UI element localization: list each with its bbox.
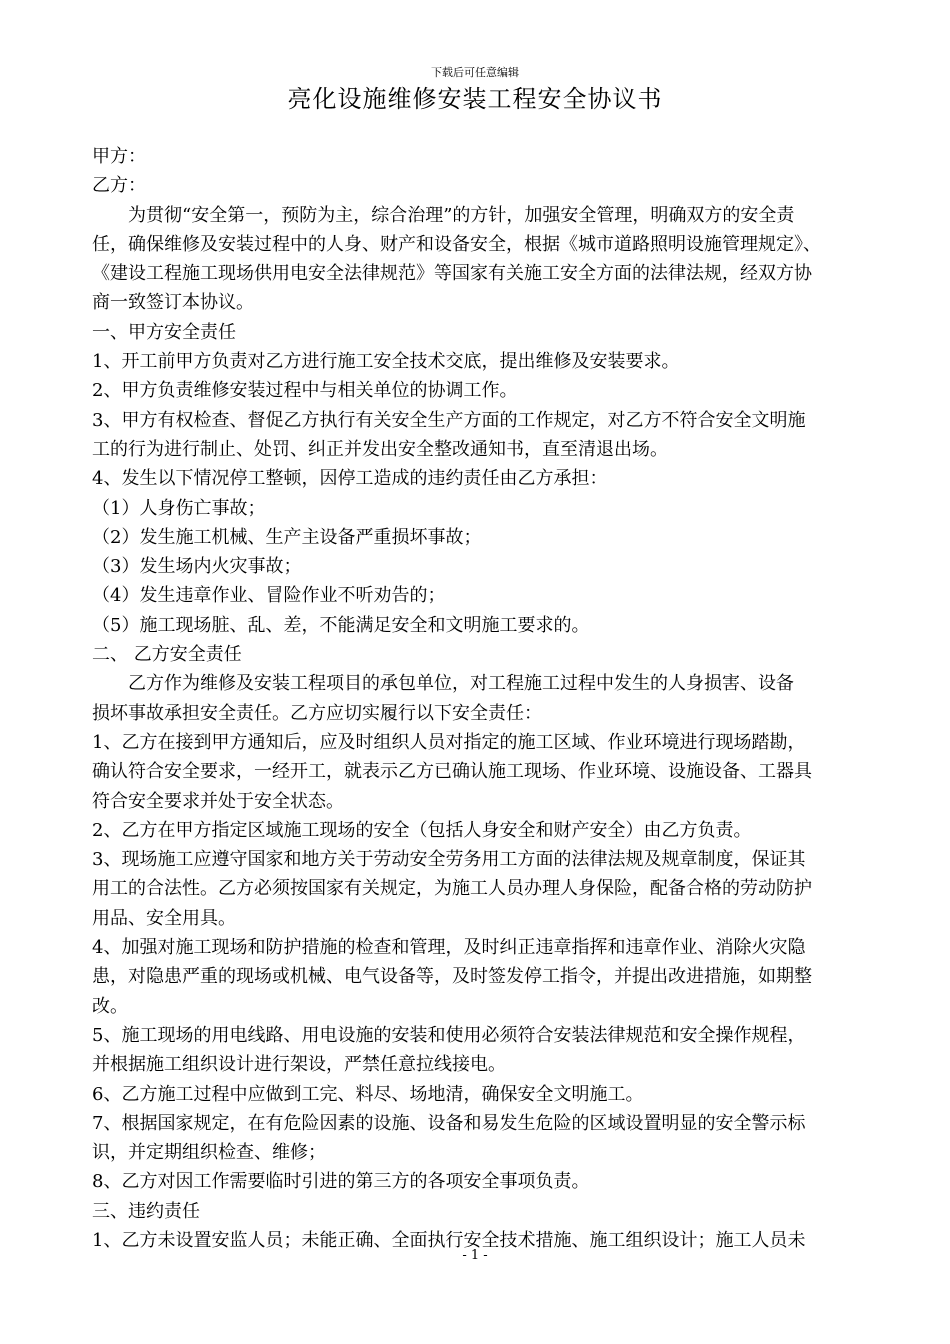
body-line: （3）发生场内火灾事故； <box>92 556 302 578</box>
body-line: （2）发生施工机械、生产主设备严重损坏事故； <box>92 526 482 548</box>
body-line: 商一致签订本协议。 <box>92 292 254 314</box>
body-line: 乙方作为维修及安装工程项目的承包单位，对工程施工过程中发生的人身损害、设备 <box>128 673 794 695</box>
body-line: 5、施工现场的用电线路、用电设施的安装和使用必须符合安装法律规范和安全操作规程， <box>92 1024 806 1046</box>
header-note: 下载后可任意编辑 <box>431 66 519 79</box>
body-line: 符合安全要求并处于安全状态。 <box>92 790 344 812</box>
page-number: - 1 - <box>462 1248 488 1263</box>
body-line: （4）发生违章作业、冒险作业不听劝告的； <box>92 585 446 607</box>
body-line: 1、乙方在接到甲方通知后，应及时组织人员对指定的施工区域、作业环境进行现场踏勘， <box>92 731 806 753</box>
body-line: 三、违约责任 <box>92 1200 200 1222</box>
body-line: （1）人身伤亡事故； <box>92 497 266 519</box>
body-line: 1、乙方未设置安监人员；未能正确、全面执行安全技术措施、施工组织设计；施工人员未 <box>92 1229 806 1251</box>
body-line: 3、甲方有权检查、督促乙方执行有关安全生产方面的工作规定，对乙方不符合安全文明施 <box>92 409 806 431</box>
body-line: 识，并定期组织检查、维修； <box>92 1142 326 1164</box>
body-line: 2、甲方负责维修安装过程中与相关单位的协调工作。 <box>92 380 518 402</box>
body-line: 一、甲方安全责任 <box>92 321 236 343</box>
body-line: 为贯彻“安全第一，预防为主，综合治理”的方针，加强安全管理，明确双方的安全责 <box>128 204 795 226</box>
body-line: 用工的合法性。乙方必须按国家有关规定，为施工人员办理人身保险，配备合格的劳动防护 <box>92 878 812 900</box>
body-line: 二、 乙方安全责任 <box>92 644 242 666</box>
body-line: 4、加强对施工现场和防护措施的检查和管理，及时纠正违章指挥和违章作业、消除火灾隐 <box>92 937 806 959</box>
body-line: 1、开工前甲方负责对乙方进行施工安全技术交底，提出维修及安装要求。 <box>92 351 680 373</box>
body-line: 改。 <box>92 995 128 1017</box>
body-line: 甲方： <box>92 146 146 167</box>
body-line: 4、发生以下情况停工整顿，因停工造成的违约责任由乙方承担： <box>92 468 608 490</box>
body-line: 损坏事故承担安全责任。乙方应切实履行以下安全责任： <box>92 702 542 724</box>
document-body <box>92 142 856 1255</box>
body-line: 用品、安全用具。 <box>92 907 236 929</box>
body-line: 8、乙方对因工作需要临时引进的第三方的各项安全事项负责。 <box>92 1171 590 1193</box>
body-line: 并根据施工组织设计进行架设，严禁任意拉线接电。 <box>92 1054 506 1076</box>
document-title: 亮化设施维修安装工程安全协议书 <box>287 85 663 113</box>
body-line: 7、根据国家规定，在有危险因素的设施、设备和易发生危险的区域设置明显的安全警示标 <box>92 1112 806 1134</box>
body-line: 工的行为进行制止、处罚、纠正并发出安全整改通知书，直至清退出场。 <box>92 438 668 460</box>
body-line: 任，确保维修及安装过程中的人身、财产和设备安全，根据《城市道路照明设施管理规定》、 <box>92 233 821 255</box>
body-line: （5）施工现场脏、乱、差，不能满足安全和文明施工要求的。 <box>92 614 590 636</box>
body-line: 2、乙方在甲方指定区域施工现场的安全（包括人身安全和财产安全）由乙方负责。 <box>92 819 752 841</box>
body-line: 3、现场施工应遵守国家和地方关于劳动安全劳务用工方面的法律法规及规章制度，保证其 <box>92 849 806 871</box>
body-line: 乙方： <box>92 175 146 197</box>
body-line: 患，对隐患严重的现场或机械、电气设备等，及时签发停工指令，并提出改进措施，如期整 <box>92 966 812 988</box>
body-line: 确认符合安全要求，一经开工，就表示乙方已确认施工现场、作业环境、设施设备、工器具 <box>92 761 812 783</box>
body-line: 6、乙方施工过程中应做到工完、料尽、场地清，确保安全文明施工。 <box>92 1083 644 1105</box>
body-line: 《建设工程施工现场供用电安全法律规范》等国家有关施工安全方面的法律法规，经双方协 <box>92 263 812 285</box>
